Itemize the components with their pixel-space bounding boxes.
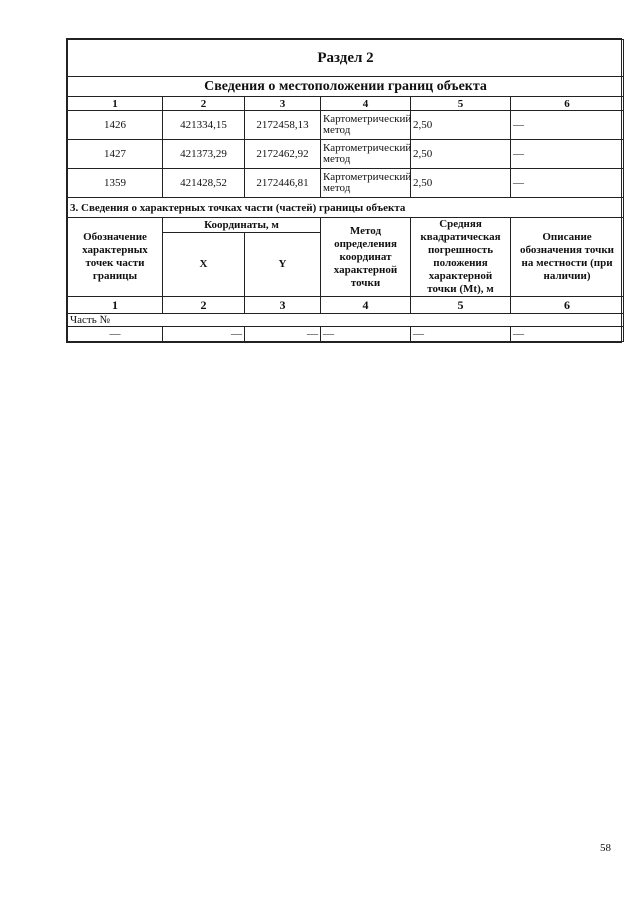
- page-number: 58: [600, 842, 611, 854]
- method-cell: Картометрический метод: [321, 169, 411, 198]
- x-coordinate: 421373,29: [163, 140, 245, 169]
- header-x: X: [163, 233, 245, 297]
- document-frame: [66, 38, 622, 343]
- table-row: [68, 111, 624, 140]
- description-cell: —: [511, 140, 624, 169]
- table-row: [68, 327, 624, 342]
- description-cell: —: [511, 169, 624, 198]
- header-method: Метод определения координат характерной точки: [321, 218, 411, 297]
- x-coordinate: 421428,52: [163, 169, 245, 198]
- method-cell: Картометрический метод: [321, 111, 411, 140]
- column-number: 6: [511, 97, 624, 111]
- column-number: 2: [163, 97, 245, 111]
- description-cell: —: [511, 111, 624, 140]
- column-number: 4: [321, 297, 411, 314]
- empty-cell: —: [163, 327, 245, 342]
- header-point-designation: Обозначение характерных точек части границы: [68, 218, 163, 297]
- empty-cell: —: [68, 327, 163, 342]
- header-coordinates: Координаты, м: [163, 218, 321, 233]
- error-cell: 2,50: [411, 169, 511, 198]
- method-cell: Картометрический метод: [321, 140, 411, 169]
- column-number: 4: [321, 97, 411, 111]
- column-number: 3: [245, 97, 321, 111]
- column-number: 5: [411, 297, 511, 314]
- point-number: 1426: [68, 111, 163, 140]
- point-number: 1359: [68, 169, 163, 198]
- empty-cell: —: [511, 327, 624, 342]
- column-number: 5: [411, 97, 511, 111]
- section-title: Раздел 2: [68, 40, 624, 77]
- x-coordinate: 421334,15: [163, 111, 245, 140]
- section-subtitle: Сведения о местоположении границ объекта: [68, 77, 624, 97]
- error-cell: 2,50: [411, 140, 511, 169]
- column-number: 6: [511, 297, 624, 314]
- column-number: 1: [68, 97, 163, 111]
- header-error: Средняя квадратическая погрешность положения характерной точки (Mt), м: [411, 218, 511, 297]
- empty-cell: —: [321, 327, 411, 342]
- column-number: 3: [245, 297, 321, 314]
- section3-header-row: [68, 218, 624, 233]
- header-y: Y: [245, 233, 321, 297]
- table-row: [68, 169, 624, 198]
- y-coordinate: 2172458,13: [245, 111, 321, 140]
- column-number-row: [68, 97, 624, 111]
- y-coordinate: 2172462,92: [245, 140, 321, 169]
- section3-column-number-row: [68, 297, 624, 314]
- point-number: 1427: [68, 140, 163, 169]
- part-label: Часть №: [68, 314, 624, 327]
- column-number: 2: [163, 297, 245, 314]
- table-row: [68, 140, 624, 169]
- boundary-table: [67, 39, 624, 342]
- header-description: Описание обозначения точки на местности (при наличии): [511, 218, 624, 297]
- y-coordinate: 2172446,81: [245, 169, 321, 198]
- empty-cell: —: [245, 327, 321, 342]
- section3-title: 3. Сведения о характерных точках части (частей) границы объекта: [68, 198, 624, 218]
- error-cell: 2,50: [411, 111, 511, 140]
- empty-cell: —: [411, 327, 511, 342]
- column-number: 1: [68, 297, 163, 314]
